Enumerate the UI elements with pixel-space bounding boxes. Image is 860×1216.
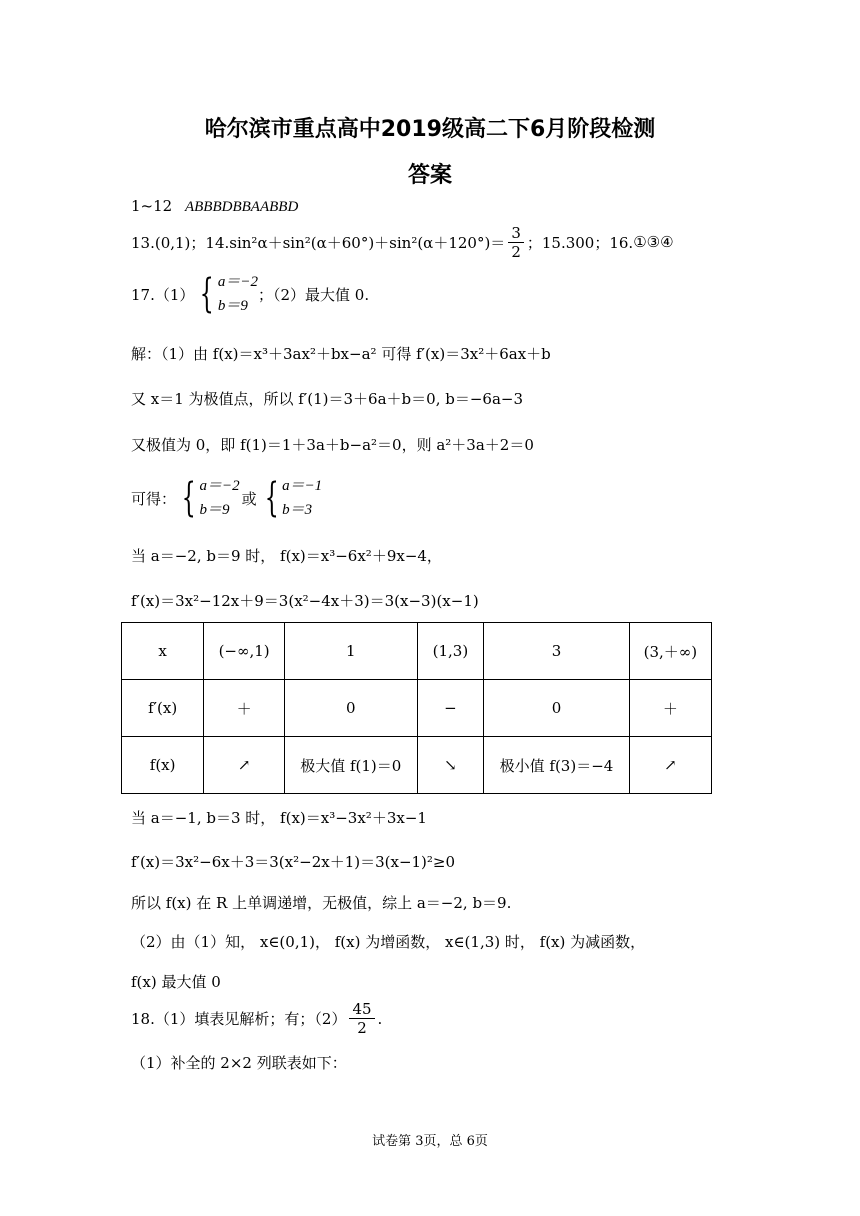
- choice-answers: ABBBDBBAABBD: [184, 199, 299, 215]
- solution-systems: 可得： { a＝−2 b＝9 或 { a＝−1 b＝3: [131, 475, 323, 521]
- equation-system: { a＝−2 b＝9: [200, 271, 258, 317]
- solution-line-7: f′(x)＝3x²−6x＋3＝3(x²−2x＋1)＝3(x−1)²≥0: [131, 853, 456, 871]
- monotonicity-table: [121, 622, 712, 794]
- fraction-45-2: $\frac{45}{2}$: [349, 1000, 374, 1037]
- solution-line-3: 又极值为 0，即 f(1)＝1＋3a＋b−a²＝0，则 a²＋3a＋2＝0: [131, 436, 534, 454]
- solution-line-9: （2）由（1）知， x∈(0,1)， f(x) 为增函数， x∈(1,3) 时， f(x) 为减函数，: [131, 933, 646, 951]
- page-footer: 试卷第 3页，总 6页: [372, 1134, 488, 1149]
- table-row: f(x) ↗ 极大值 f(1)＝0 ↘ 极小值 f(3)＝−4 ↗: [122, 737, 712, 794]
- solution-line-8: 所以 f(x) 在 R 上单调递增，无极值，综上 a＝−2, b＝9.: [131, 894, 512, 912]
- solution-line-4: 当 a＝−2, b＝9 时， f(x)＝x³−6x²＋9x−4，: [131, 547, 442, 565]
- answer-14: 14.sin²α＋sin²(α＋60°)＋sin²(α＋120°)＝: [205, 233, 506, 252]
- fraction-3-2: $\frac{3}{2}$: [508, 224, 524, 261]
- solution-line-11: （1）补全的 2×2 列联表如下：: [131, 1054, 347, 1072]
- equation-system-2: { a＝−1 b＝3: [264, 475, 323, 521]
- solution-line-5: f′(x)＝3x²−12x＋9＝3(x²−4x＋3)＝3(x−3)(x−1): [131, 592, 479, 610]
- table-row: x (−∞,1) 1 (1,3) 3 (3,＋∞): [122, 623, 712, 680]
- brace-icon: {: [264, 475, 279, 521]
- page-title: 哈尔滨市重点高中2019级高二下6月阶段检测: [204, 117, 656, 142]
- question-range: 1~12: [131, 197, 173, 215]
- circled-answers: ①③④: [633, 233, 674, 251]
- answer-15-16: ；15.300；16.: [526, 233, 634, 252]
- equation-system-1: { a＝−2 b＝9: [181, 475, 240, 521]
- solution-line-2: 又 x＝1 为极值点，所以 f′(1)＝3＋6a＋b＝0, b＝−6a−3: [131, 390, 523, 408]
- table-row: f′(x) ＋ 0 − 0 ＋: [122, 680, 712, 737]
- answer-13: 13.(0,1)；: [131, 233, 206, 252]
- answer-17: 17.（1） { a＝−2 b＝9 ；（2）最大值 0.: [131, 271, 370, 317]
- brace-icon: {: [181, 475, 196, 521]
- answer-18: 18.（1）填表见解析；有；（2） $\frac{45}{2}$ .: [131, 1000, 383, 1037]
- answer-line-1-12: [131, 197, 298, 216]
- page-subtitle: 答案: [407, 163, 452, 188]
- brace-icon: {: [200, 271, 215, 317]
- solution-line-1: 解：（1）由 f(x)＝x³＋3ax²＋bx−a² 可得 f′(x)＝3x²＋6ax＋b: [131, 345, 551, 363]
- answer-line-13-16: [131, 222, 674, 262]
- solution-line-6: 当 a＝−1, b＝3 时， f(x)＝x³−3x²＋3x−1: [131, 809, 427, 827]
- solution-line-10: f(x) 最大值 0: [131, 973, 221, 991]
